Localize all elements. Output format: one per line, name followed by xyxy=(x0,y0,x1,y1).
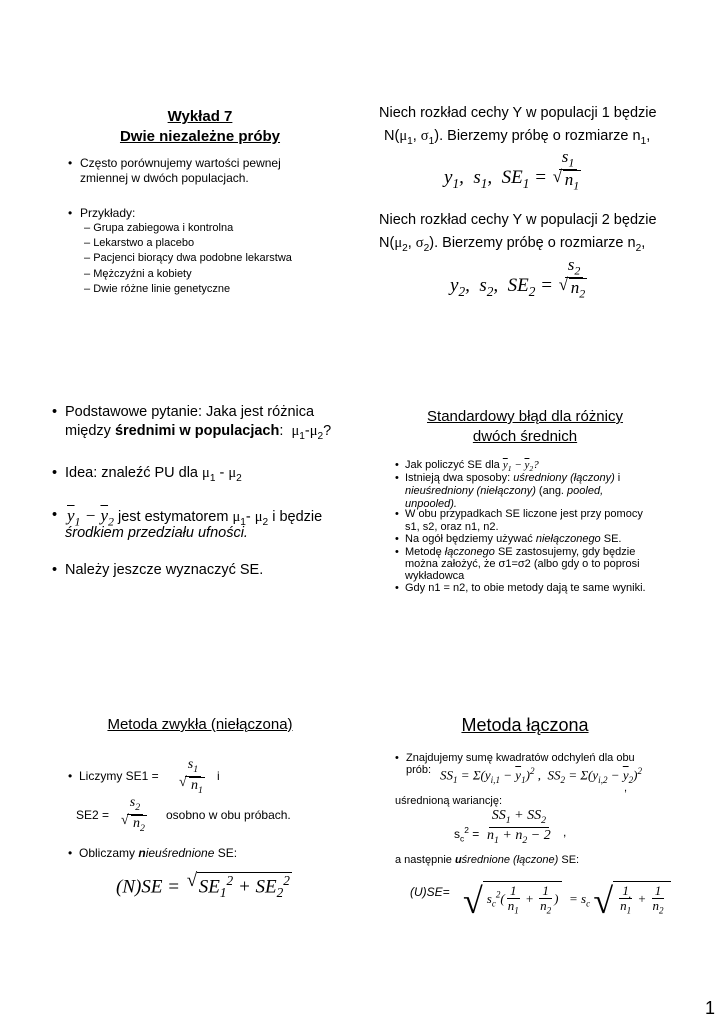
bullet-dot: • xyxy=(395,459,399,471)
bullet-dot: • xyxy=(395,508,399,520)
bullet-dot: • xyxy=(68,156,73,170)
slide3-bullet1-line2: między średnimi w populacjach: $\mu_1-\mu_2$? xyxy=(65,423,332,442)
bullet-dot: • xyxy=(395,533,399,545)
slide2-p1-line1: Niech rozkład cechy Y w populacji 1 będzie xyxy=(379,105,657,121)
slide3-bullet3-line1: $\overline{y}_1 - \overline{y}_2$ jest estymatorem $\mu_1-$ $\mu_2$ i będzie xyxy=(67,506,323,529)
slide4-title-line1: Standardowy błąd dla różnicy xyxy=(427,408,623,425)
slide3-bullet2: Idea: znaleźć PU dla $\mu_1 - \mu_2$ xyxy=(65,465,242,484)
slide4-bullet2: Istnieją dwa sposoby: uśredniony (łączony) i nieuśredniony (niełączony) (ang. pooled, unpooled). xyxy=(405,472,621,510)
slide4-bullet1: Jak policzyć SE dla $\overline{y}_1 - \overline{y}_2$? xyxy=(405,459,539,474)
bullet-dot: • xyxy=(395,582,399,594)
formula-se1: $y_1$, $s_1$, $SE_1$ = $s_1$ √ $n_1$ xyxy=(444,148,584,193)
slide1-title-line1: Wykład 7 xyxy=(167,108,233,125)
slide6-title: Metoda łączona xyxy=(461,715,589,735)
bullet-dot: • xyxy=(395,546,399,558)
list-item: – Dwie różne linie genetyczne xyxy=(84,283,231,295)
slide5-bullet1: Liczymy SE1 = xyxy=(79,769,159,783)
slide5-se2-label: SE2 = xyxy=(76,808,110,822)
bullet-dot: • xyxy=(52,507,58,523)
slide6-sc-label: $s_c^2$ = xyxy=(454,825,480,844)
formula-se2-small: $s_2$ √ $n_2$ xyxy=(120,795,150,834)
formula-nse: (N)SE = √ $SE_1^2 + SE_2^2$ xyxy=(116,872,292,901)
bullet-dot: • xyxy=(395,472,399,484)
slide1-title-line2: Dwie niezależne próby xyxy=(119,128,281,145)
slide5-bullet1-tail: i xyxy=(217,769,220,783)
comma: , xyxy=(563,825,567,839)
slide6-use-label: (U)SE= xyxy=(410,885,450,899)
slide4-title-line2: dwóch średnich xyxy=(472,428,578,445)
comma: , xyxy=(624,782,628,794)
bullet-dot: • xyxy=(52,404,58,420)
slide4-bullet5-line1: Metodę łączonego SE zastosujemy, gdy będzie xyxy=(405,546,636,558)
list-item: – Pacjenci biorący dwa podobne lekarstwa xyxy=(84,252,292,264)
list-item: – Mężczyźni a kobiety xyxy=(84,268,192,280)
slide6-bullet1-line1: Znajdujemy sumę kwadratów odchyleń dla obu xyxy=(406,752,635,764)
slide2-p2-line1: Niech rozkład cechy Y w populacji 2 będzie xyxy=(379,212,657,228)
slide5-se2-tail: osobno w obu próbach. xyxy=(166,808,291,822)
slide3-bullet4: Należy jeszcze wyznaczyć SE. xyxy=(65,562,264,578)
page-number: 1 xyxy=(705,998,716,1018)
slide3-bullet1-line1: Podstawowe pytanie: Jaka jest różnica xyxy=(65,404,315,420)
formula-sc: $\frac{SS_1 + SS_2}{n_1 + n_2 - 2}$ xyxy=(487,808,551,846)
bullet-dot: • xyxy=(68,206,73,220)
slide6-bullet1-line2: prób: xyxy=(406,764,432,776)
slide4-bullet4: Na ogół będziemy używać niełączonego SE. xyxy=(405,533,622,545)
slide1-bullet2: Przykłady: xyxy=(80,206,136,220)
bullet-dot: • xyxy=(68,769,73,783)
list-item: – Grupa zabiegowa i kontrolna xyxy=(84,222,234,234)
bullet-dot: • xyxy=(52,465,58,481)
formula-use: √ $s_c^2$( $\frac{1}{n_1}$ + $\frac{1}{n_2}$ ) = $s_c$ √ $\frac{1}{n_1}$ + $\frac{1}{n_2}$ xyxy=(463,870,671,918)
slide4-bullet3-line1: W obu przypadkach SE liczone jest przy pomocy xyxy=(405,508,643,520)
slide5-bullet2: Obliczamy nieuśrednione SE: xyxy=(79,846,238,860)
slide4-bullet3-line2: s1, s2, oraz n1, n2. xyxy=(405,521,499,533)
slide2-p1-line2: $N(\mu_1$, $\sigma_1$). Bierzemy próbę o rozmiarze $n_1$, xyxy=(384,128,651,147)
slide6-variance-label: uśrednioną wariancję: xyxy=(395,795,503,807)
bullet-dot: • xyxy=(395,752,399,764)
list-item: – Lekarstwo a placebo xyxy=(84,237,195,249)
slide4-bullet6: Gdy n1 = n2, to obie metody dają te same wyniki. xyxy=(405,582,646,594)
bullet-dot: • xyxy=(52,562,58,578)
formula-se2: $y_2$, $s_2$, $SE_2$ = $s_2$ √ $n_2$ xyxy=(450,256,590,301)
slide6-bullet3: a następnie uśrednione (łączone) SE: xyxy=(395,854,580,866)
bullet-dot: • xyxy=(68,846,73,860)
slide5-title: Metoda zwykła (niełączona) xyxy=(107,716,293,733)
slide3-bullet3-line2: środkiem przedziału ufności. xyxy=(65,525,248,541)
period: . xyxy=(628,887,632,901)
slide4-bullet5-line3: wykładowca xyxy=(405,570,465,582)
slide4-bullet5-line2: można założyć, że σ1=σ2 (albo gdy o to poprosi xyxy=(405,558,640,570)
formula-se1-small: $s_1$ √ $n_1$ xyxy=(178,757,208,796)
slide1-bullet1: Często porównujemy wartości pewnej zmiennej w dwóch populacjach. xyxy=(80,156,281,185)
formula-ss: $SS_1 = \Sigma(y_{i,1} - \overline{y}_1)^2$ , $SS_2 = \Sigma(y_{i,2} - \overline{y}_2)^2$ xyxy=(440,766,643,785)
slide2-p2-line2: $N(\mu_2$, $\sigma_2$). Bierzemy próbę o rozmiarze $n_2$, xyxy=(379,235,646,254)
